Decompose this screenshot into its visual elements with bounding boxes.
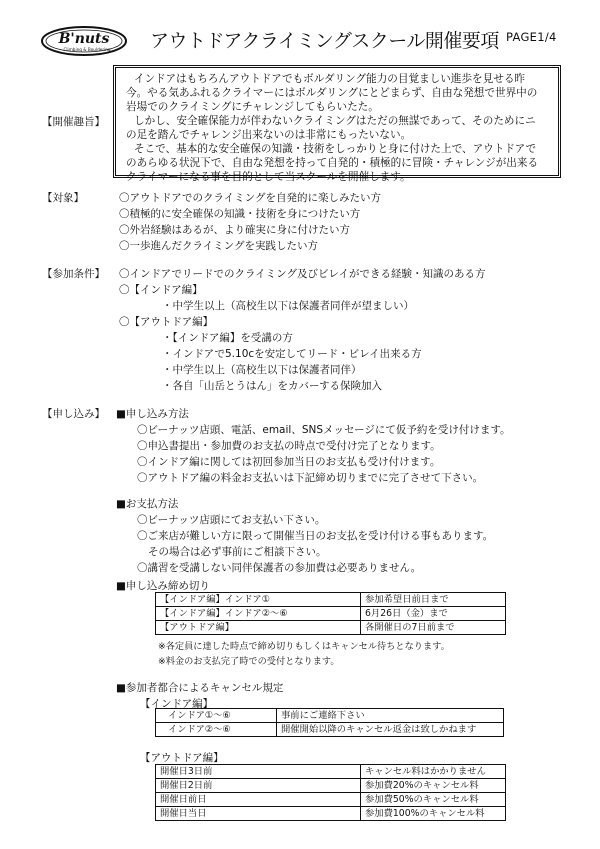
intro-line: クライマーになる事を目的として当スクールを開催します。 <box>126 171 411 183</box>
conditions-outdoor-head: 〇【アウトドア編】 <box>119 316 214 328</box>
apply-method-item: 〇ビーナッツ店頭、電話、email、SNSメッセージにて仮予約を受け付けます。 <box>137 424 511 436</box>
conditions-outdoor-item: ・インドアで5.10cを安定してリード・ビレイ出来る方 <box>162 348 422 360</box>
deadline-date: 参加希望日前日まで <box>361 593 506 607</box>
logo-sub-text: Climbing & Bouldering <box>63 47 111 52</box>
table-row <box>156 723 504 737</box>
intro-line: インドアはもちろんアウトドアでもボルダリング能力の目覚ましい進歩を見せる昨 <box>134 73 526 85</box>
cancel-outdoor-day: 開催日2日前 <box>156 779 361 793</box>
cancel-outdoor-fee: キャンセル料はかかりません <box>361 765 506 779</box>
page-title: アウトドアクライミングスクール開催要項 <box>150 30 499 52</box>
cancel-indoor-course: インドア①～⑥ <box>156 709 277 723</box>
table-row <box>156 621 506 635</box>
conditions-indoor-item: ・中学生以上（高校生以下は保護者同伴が望ましい） <box>162 300 414 312</box>
deadline-table <box>155 592 506 635</box>
apply-payment-item: 〇ビーナッツ店頭にてお支払い下さい。 <box>137 514 326 526</box>
table-row <box>156 765 506 779</box>
conditions-outdoor-item: ・【インドア編】を受講の方 <box>162 332 293 344</box>
target-item: 〇アウトドアでのクライミングを自発的に楽しみたい方 <box>119 192 381 204</box>
cancel-outdoor-table <box>155 764 506 821</box>
apply-label: 【申し込み】 <box>42 408 105 420</box>
apply-method-heading: ■申し込み方法 <box>116 408 189 420</box>
apply-deadline-heading: ■申し込み締め切り <box>116 580 210 592</box>
apply-payment-heading: ■お支払方法 <box>116 498 179 510</box>
cancel-outdoor-day: 開催日3日前 <box>156 765 361 779</box>
target-item: 〇外岩経験はあるが、より確実に身に付けたい方 <box>119 224 350 236</box>
intro-line: そこで、基本的な安全確保の知識・技術をしっかりと身に付けた上で、アウトドアで <box>134 143 537 155</box>
cancel-outdoor-heading: 【アウトドア編】 <box>140 752 224 764</box>
table-row <box>156 779 506 793</box>
intro-line: 岩場でのクライミングにチャレンジしてもらいたた。 <box>126 101 379 113</box>
deadline-course: 【インドア編】インドア②～⑥ <box>156 607 361 621</box>
intro-line: のあらゆる状況下で、自由な発想を持って自発的・積極的に冒険・チャレンジが出来る <box>126 157 539 169</box>
conditions-indoor-head: 〇【インドア編】 <box>119 284 203 296</box>
table-row <box>156 607 506 621</box>
conditions-main: 〇インドアでリードでのクライミング及びビレイができる経験・知識のある方 <box>119 268 486 280</box>
target-label: 【対象】 <box>42 192 84 204</box>
table-row <box>156 593 506 607</box>
cancel-outdoor-fee: 参加費50%のキャンセル料 <box>361 793 506 807</box>
cancel-indoor-course: インドア②～⑥ <box>156 723 277 737</box>
deadline-note: ※各定員に達した時点で締め切りもしくはキャンセル待ちとなります。 <box>158 641 450 652</box>
cancel-outdoor-fee: 参加費100%のキャンセル料 <box>361 807 506 821</box>
target-item: 〇積極的に安全確保の知識・技術を身につけたい方 <box>119 208 361 220</box>
conditions-outdoor-item: ・各自「山岳とうはん」をカバーする保険加入 <box>162 380 382 392</box>
deadline-course: 【インドア編】インドア① <box>156 593 361 607</box>
deadline-date: 各開催日の7日前まで <box>361 621 506 635</box>
bnuts-logo <box>40 24 128 58</box>
intro-label: 【開催趣旨】 <box>42 116 105 128</box>
page-number: PAGE1/4 <box>506 30 557 44</box>
target-item: 〇一歩進んだクライミングを実践したい方 <box>119 240 318 252</box>
cancel-indoor-policy: 開催開始以降のキャンセル返金は致しかねます <box>277 723 504 737</box>
apply-payment-item: 〇ご来店が難しい方に限って開催当日のお支払を受け付ける事もあります。 <box>137 530 494 542</box>
deadline-note: ※料金のお支払完了時での受付となります。 <box>158 656 340 667</box>
cancel-outdoor-day: 開催日前日 <box>156 793 361 807</box>
intro-line: しかし、安全確保能力が伴わないクライミングはただの無謀であって、そのためにニ <box>134 115 536 127</box>
logo-main-text: B'nuts <box>58 31 110 47</box>
cancel-outdoor-fee: 参加費20%のキャンセル料 <box>361 779 506 793</box>
cancel-indoor-policy: 事前にご連絡下さい <box>277 709 504 723</box>
deadline-course: 【アウトドア編】 <box>156 621 361 635</box>
intro-line: の足を踏んでチャレンジ出来ないのは非常にもったいない。 <box>126 129 412 141</box>
apply-payment-item: 〇講習を受講しない同伴保護者の参加費は必要ありません。 <box>137 562 422 574</box>
intro-box <box>113 65 561 183</box>
apply-method-item: 〇インドア編に関しては初回参加当日のお支払も受け付けます。 <box>137 456 441 468</box>
deadline-date: 6月26日（金）まで <box>361 607 506 621</box>
conditions-outdoor-item: ・中学生以上（高校生以下は保護者同伴） <box>162 364 362 376</box>
cancel-indoor-heading: 【インドア編】 <box>140 698 214 710</box>
table-row <box>156 807 506 821</box>
conditions-label: 【参加条件】 <box>42 268 105 280</box>
intro-line: 今。やる気あふれるクライマーにはボルダリングにとどまらず、自由な発想で世界中の <box>126 87 538 99</box>
cancel-indoor-table <box>155 708 504 737</box>
cancel-outdoor-day: 開催日当日 <box>156 807 361 821</box>
apply-method-item: 〇アウトドア編の料金お支払いは下記締め切りまでに完了させて下さい。 <box>137 472 484 484</box>
apply-method-item: 〇申込書提出・参加費のお支払の時点で受付け完了となります。 <box>137 440 441 452</box>
table-row <box>156 709 504 723</box>
apply-payment-item: その場合は必ず事前にご相談下さい。 <box>148 546 327 558</box>
table-row <box>156 793 506 807</box>
apply-cancel-heading: ■参加者都合によるキャンセル規定 <box>116 682 284 694</box>
